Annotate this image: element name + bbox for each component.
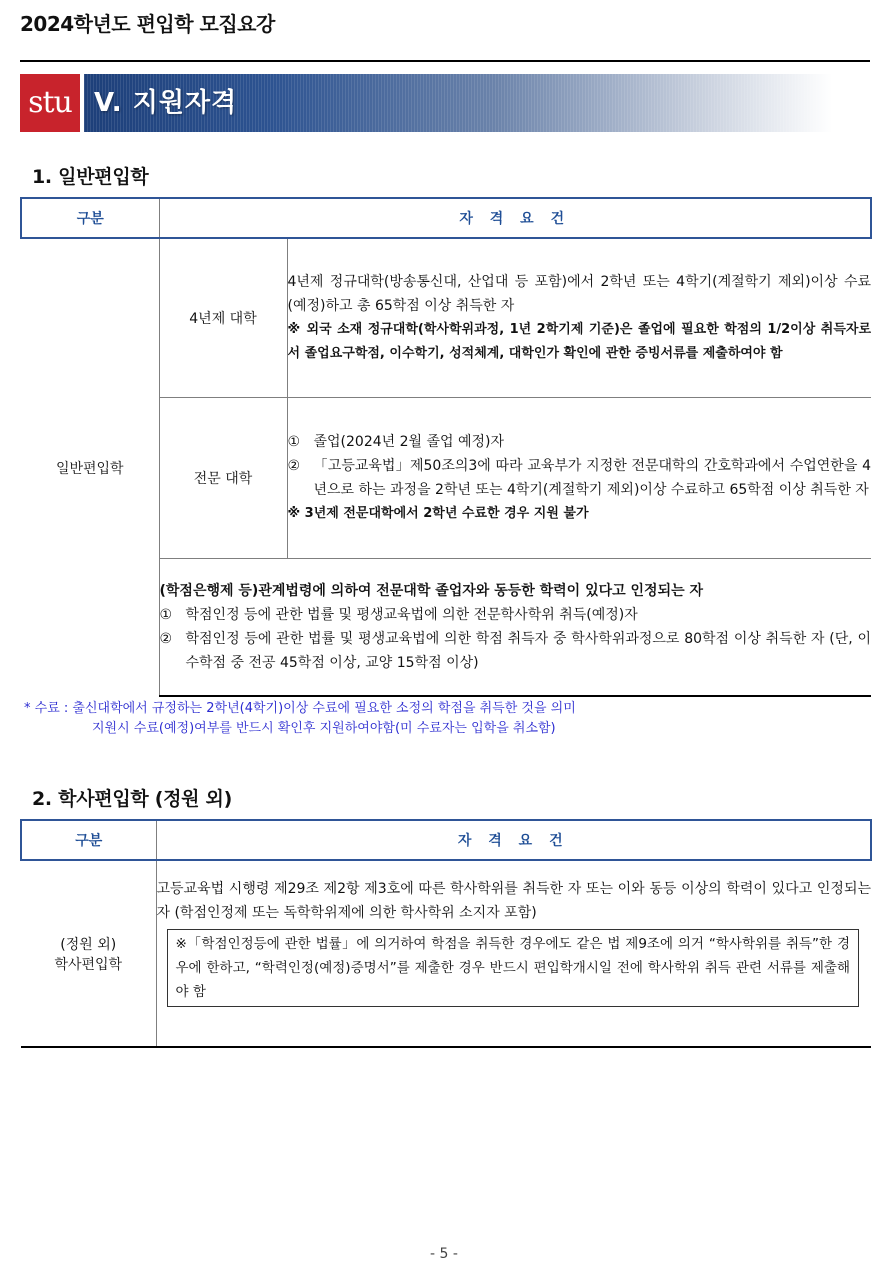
section-heading-general: 1. 일반편입학 [32, 166, 149, 188]
column-header-category: 구분 [21, 820, 156, 860]
completion-footnote [24, 699, 576, 739]
requirement-note: ※ 외국 소재 정규대학(학사학위과정, 1년 2학기제 기준)은 졸업에 필요한 학점의 1/2이상 취득자로서 졸업요구학점, 이수학기, 성적체계, 대학인가 확인에 관한 증빙서류를 제출하여야 함 [287, 321, 871, 361]
requirement-title: (학점은행제 등)관계법령에 의하여 전문대학 졸업자와 동등한 학력이 있다고 인정되는 자 [159, 582, 704, 599]
list-item [288, 454, 872, 502]
requirement-text: 4년제 정규대학(방송통신대, 산업대 등 포함)에서 2학년 또는 4학기(계절학기 제외)이상 수료(예정)하고 총 65학점 이상 취득한 자 [287, 273, 871, 314]
requirement-bachelor [156, 860, 871, 1047]
category-cell [21, 860, 156, 1047]
category-line: 학사편입학 [54, 956, 123, 973]
footnote-line: * 수료 : 출신대학에서 규정하는 2학년(4학기)이상 수료에 필요한 소정의 학점을 취득한 것을 의미 [24, 701, 576, 716]
school-type-junior-college: 전문 대학 [159, 397, 287, 558]
table-header-row [21, 820, 871, 860]
list-item [160, 627, 872, 675]
item-marker: ② [287, 457, 301, 474]
item-marker: ① [159, 606, 173, 623]
university-logo: stu [20, 74, 80, 132]
column-header-requirements: 자 격 요 건 [156, 820, 871, 860]
column-header-requirements: 자 격 요 건 [159, 198, 871, 238]
general-transfer-table [20, 197, 872, 697]
requirement-junior-college [287, 397, 871, 558]
document-title: 2024학년도 편입학 모집요강 [20, 12, 275, 36]
requirement-4year [287, 238, 871, 397]
chapter-banner [20, 74, 832, 132]
item-text: 학점인정 등에 관한 법률 및 평생교육법에 의한 학점 취득자 중 학사학위과정으로 80학점 이상 취득한 자 (단, 이수학점 중 전공 45학점 이상, 교양 15학점 이상) [185, 630, 871, 671]
chapter-title-bar [84, 74, 832, 132]
school-type-4year: 4년제 대학 [159, 238, 287, 397]
table-header-row [21, 198, 871, 238]
requirement-note: ※ 3년제 전문대학에서 2학년 수료한 경우 지원 불가 [287, 505, 589, 521]
category-line: (정원 외) [60, 936, 117, 953]
requirement-credit-bank [159, 558, 871, 696]
section-heading-bachelor: 2. 학사편입학 (정원 외) [32, 788, 232, 810]
item-text: 졸업(2024년 2월 졸업 예정)자 [313, 433, 505, 450]
item-text: 학점인정 등에 관한 법률 및 평생교육법에 의한 전문학사학위 취득(예정)자 [185, 606, 638, 623]
item-text: 「고등교육법」제50조의3에 따라 교육부가 지정한 전문대학의 간호학과에서 수업연한을 4년으로 하는 과정을 2학년 또는 4학기(계절학기 제외)이상 수료하고 65학점 이상 취득한 자 [313, 457, 871, 498]
category-cell: 일반편입학 [21, 238, 159, 696]
table-row [21, 860, 871, 1047]
item-marker: ② [159, 630, 173, 647]
requirement-text: 고등교육법 시행령 제29조 제2항 제3호에 따른 학사학위를 취득한 자 또는 이와 동등 이상의 학력이 있다고 인정되는 자 (학점인정제 또는 독학학위제에 의한 학사학위 소지자 포함) [156, 881, 871, 921]
page-number: - 5 - [430, 1246, 458, 1262]
list-item [288, 430, 872, 454]
title-divider [20, 60, 870, 62]
list-item [160, 603, 872, 627]
footnote-line: 지원시 수료(예정)여부를 반드시 확인후 지원하여야함(미 수료자는 입학을 취소함) [92, 721, 556, 736]
bachelor-transfer-table [20, 819, 872, 1048]
requirement-note-box: ※「학점인정등에 관한 법률」에 의거하여 학점을 취득한 경우에도 같은 법 제9조에 의거 “학사학위를 취득”한 경우에 한하고, “학력인정(예정)증명서”를 제출한 경우 반드시 편입학개시일 전에 학사학위 취득 관련 서류를 제출해야 함 [167, 929, 860, 1007]
item-marker: ① [287, 433, 301, 450]
column-header-category: 구분 [21, 198, 159, 238]
table-row [21, 238, 871, 397]
chapter-title: V. 지원자격 [94, 88, 238, 118]
